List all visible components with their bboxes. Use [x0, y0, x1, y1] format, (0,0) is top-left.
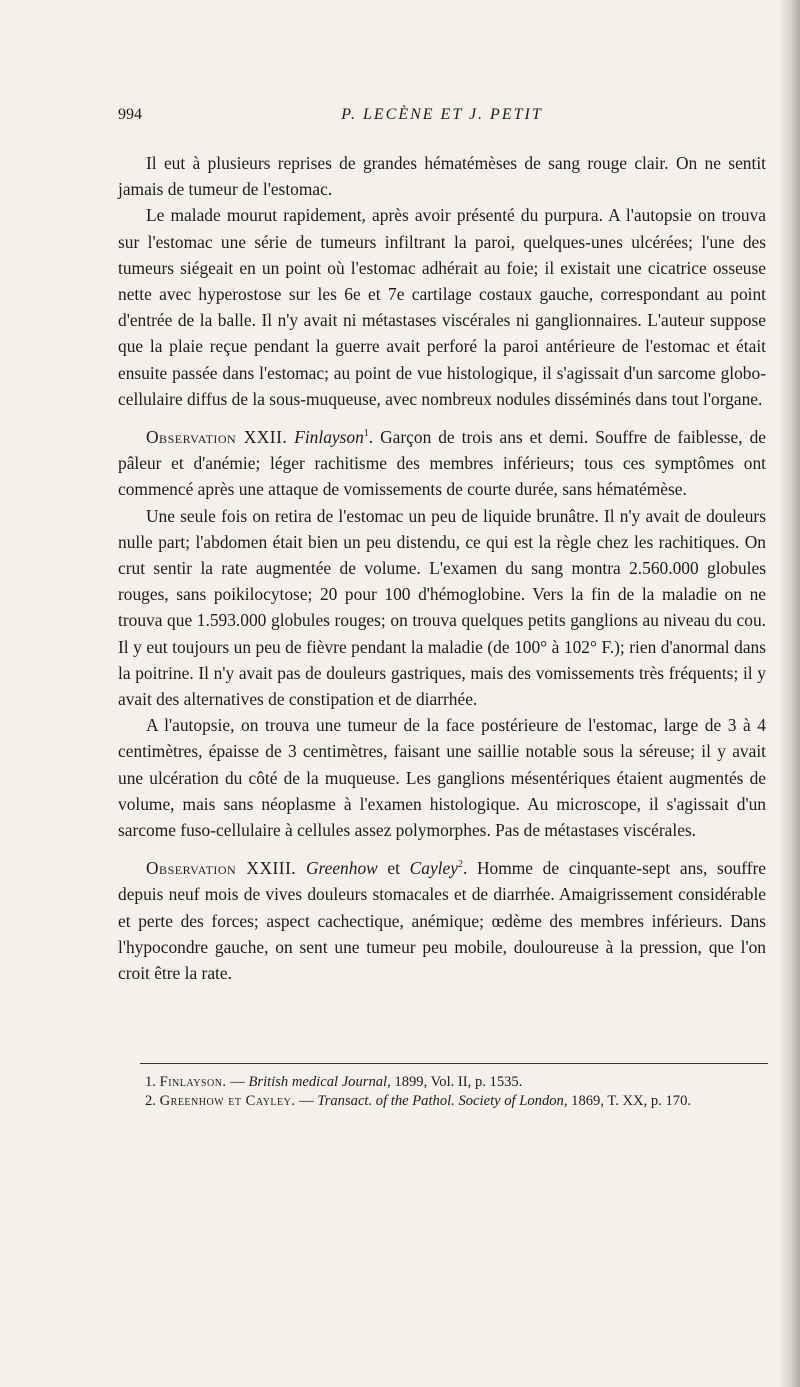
footnote-ref: 1	[363, 428, 369, 440]
page-header	[118, 106, 766, 130]
observation-22	[118, 424, 766, 503]
running-head: P. LECÈNE ET J. PETIT	[341, 106, 543, 123]
observation-text: . Garçon de trois ans et demi. Souffre de faiblesse, de pâleur et d'anémie; léger rachitisme des membres inférieurs; tous ces symptômes ont commencé après une attaque de vomissements de courte durée, sans hématémèse.	[118, 427, 766, 500]
observation-label: Observation XXII.	[146, 427, 288, 448]
footnote-journal: Transact. of the Pathol. Society of London	[317, 1093, 564, 1109]
footnote-journal: British medical Journal	[248, 1074, 388, 1090]
observation-author: Cayley	[409, 858, 458, 879]
body-text	[118, 150, 766, 986]
paragraph: Le malade mourut rapidement, après avoir présenté du purpura. A l'autopsie on trouva sur l'estomac une série de tumeurs infiltrant la paroi, quelques-unes ulcérées; l'une des tumeurs siégeait en un point où l'estomac adhérait au foie; il existait une cicatrice osseuse nette avec hyperostose sur les 6e et 7e cartilage costaux gauche, correspondant au point d'entrée de la balle. Il n'y avait ni métastases viscérales ni ganglionnaires. L'auteur suppose que la plaie reçue pendant la guerre avait perforé la paroi antérieure de l'estomac et était ensuite passée dans l'estomac; au point de vue histologique, il s'agissait d'un sarcome globo-cellulaire diffus de la sous-muqueuse, avec nombreux nodules disséminés dans tout l'organe.	[118, 205, 766, 409]
footnote-dash: —	[295, 1093, 318, 1109]
observation-23	[118, 855, 766, 986]
paragraph: A l'autopsie, on trouva une tumeur de la face postérieure de l'estomac, large de 3 à 4 centimètres, épaisse de 3 centimètres, faisant une saillie notable sous la séreuse; il y avait une ulcération du côté de la muqueuse. Les ganglions mésentériques étaient augmentés de volume, mais sans néoplasme à l'examen histologique. Au microscope, il s'agissait d'un sarcome fuso-cellulaire à cellules assez polymorphes. Pas de métastases viscérales.	[118, 715, 766, 841]
paragraph: Il eut à plusieurs reprises de grandes hématémèses de sang rouge clair. On ne sentit jamais de tumeur de l'estomac.	[118, 153, 766, 200]
footnote-1	[140, 1073, 766, 1092]
footnote-divider	[140, 1063, 768, 1064]
footnote-author: Finlayson.	[159, 1074, 227, 1090]
footnote-2	[140, 1092, 766, 1111]
footnote-dash: —	[226, 1074, 249, 1090]
footnote-details: , 1899, Vol. II, p. 1535.	[387, 1074, 523, 1090]
footnote-author: Greenhow et Cayley.	[159, 1093, 296, 1109]
footnote-ref: 2	[457, 859, 463, 871]
observation-label: Observation XXIII.	[146, 858, 297, 879]
footnote-number: 2.	[145, 1093, 156, 1109]
page-edge-shadow	[778, 0, 800, 1387]
observation-text: . Homme de cinquante-sept ans, souffre depuis neuf mois de vives douleurs stomacales et de diarrhée. Amaigrissement considérable et perte des forces; aspect cachectique, anémique; œdème des membres inférieurs. Dans l'hypocondre gauche, on sent une tumeur peu mobile, douloureuse à la pression, que l'on croit être la rate.	[118, 858, 766, 984]
observation-author: Finlayson	[294, 427, 364, 448]
footnote-details: , 1869, T. XX, p. 170.	[563, 1093, 692, 1109]
page-number: 994	[118, 106, 142, 123]
footnote-number: 1.	[145, 1074, 156, 1090]
paragraph: Une seule fois on retira de l'estomac un peu de liquide brunâtre. Il n'y avait de douleurs nulle part; l'abdomen était bien un peu distendu, ce qui est la règle chez les rachitiques. On crut sentir la rate augmentée de volume. L'examen du sang montra 2.560.000 globules rouges, sans poikilocytose; 20 pour 100 d'hémoglobine. Vers la fin de la maladie on ne trouva que 1.593.000 globules rouges; on trouva quelques petits ganglions au niveau du cou. Il y eut toujours un peu de fièvre pendant la maladie (de 100° à 102° F.); rien d'anormal dans la poitrine. Il n'y avait pas de douleurs gastriques, mais des vomissements très fréquents; il y avait des alternatives de constipation et de diarrhée.	[118, 505, 766, 710]
conjunction: et	[377, 858, 410, 879]
footnotes	[140, 1073, 766, 1111]
observation-author: Greenhow	[305, 858, 378, 879]
